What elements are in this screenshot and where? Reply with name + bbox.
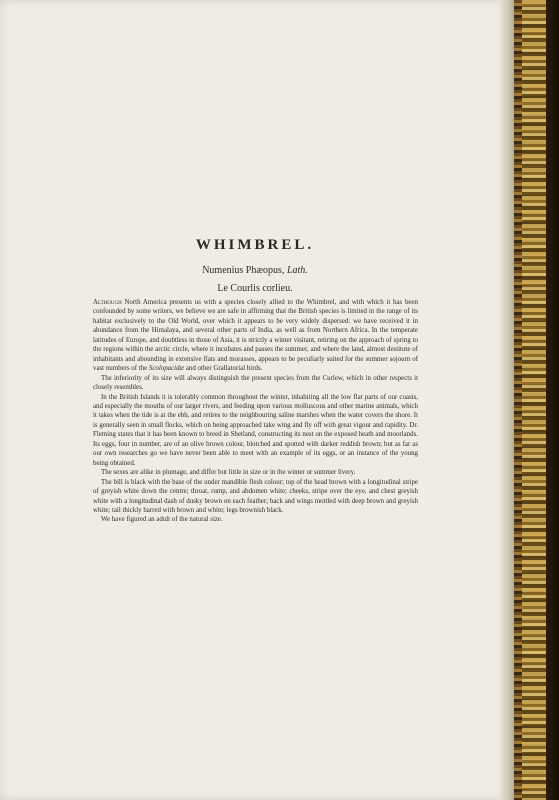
paragraph-5: The bill is black with the base of the under mandible flesh colour; top of the head brown with a longitudinal stripe of greyish white down the centre; throat, rump, and abdomen white; cheeks, stripe over the eye, and chest greyish white with a longitudinal dash of dusky brown on each feather; back and wings mottled with deep brown and greyish white; tail thickly barred with brown and white; legs brownish black. [93,478,418,514]
paragraph-4: The sexes are alike in plumage, and differ but little in size or in the winter or summer livery. [101,469,356,477]
french-name: Le Courlis corlieu. [217,283,293,294]
paragraph-1 [93,298,418,374]
paragraph-text: North America presents us with a species closely allied to the Whimbrel, and with which it has been confounded by some writers, we believe we are safe in affirming that the British species is limited in the range of its habitat exclusively to the Old World, over which it appears to be very widely dispersed: we have received it in abundance from the Himalaya, and several other parts of India, as well as from Northern Africa. In the temperate latitudes of Europe, and doubtless in those of Asia, it is strictly a winter visitant, retiring on the approach of spring to the regions within the arctic circle, where it incubates and passes the summer, and where the land, almost destitute of inhabitants and abounding in extensive flats and morasses, appears to be peculiarly suited for the summer sojourn of vast numbers of the [93,299,418,373]
gilt-edge-decoration [522,0,546,800]
paragraph-6: We have figured an adult of the natural size. [101,516,223,524]
page-edges [500,0,514,800]
article-body [93,298,418,525]
scientific-authority: Lath. [286,265,308,276]
scientific-name-line [0,265,510,276]
paragraph-3: In the British Islands it is tolerably common throughout the winter, inhabiting all the low flat parts of our coasts, and especially the mouths of our larger rivers, and feeding upon various molluscous and other marine animals, which it takes when the tide is at the ebb, and retires to the neighbouring saline marshes when the water covers the shore. It is generally seen in small flocks, which on being approached take wing and fly off with great vigour and rapidity. Dr. Fleming states that it has been known to breed in Shetland, constructing its nest on the exposed heath and moorlands. Its eggs, four in number, are of an olive brown colour, blotched and spotted with darker reddish brown; but as far as our own researches go we have never been able to meet with an example of its eggs, or an instance of the young being obtained. [93,393,418,467]
paragraph-lead-word: Although [93,299,122,306]
paragraph-2: The inferiority of its size will always distinguish the present species from the Curlew, which in other respects it closely resembles. [93,374,418,392]
italic-term: Scolopacidæ [148,365,185,373]
book-cover-edge [546,0,559,800]
page-title: WHIMBREL. [195,237,315,253]
scientific-name: Numenius Phæopus, [202,265,285,276]
paragraph-text: and other Grallatorial birds. [184,365,263,373]
